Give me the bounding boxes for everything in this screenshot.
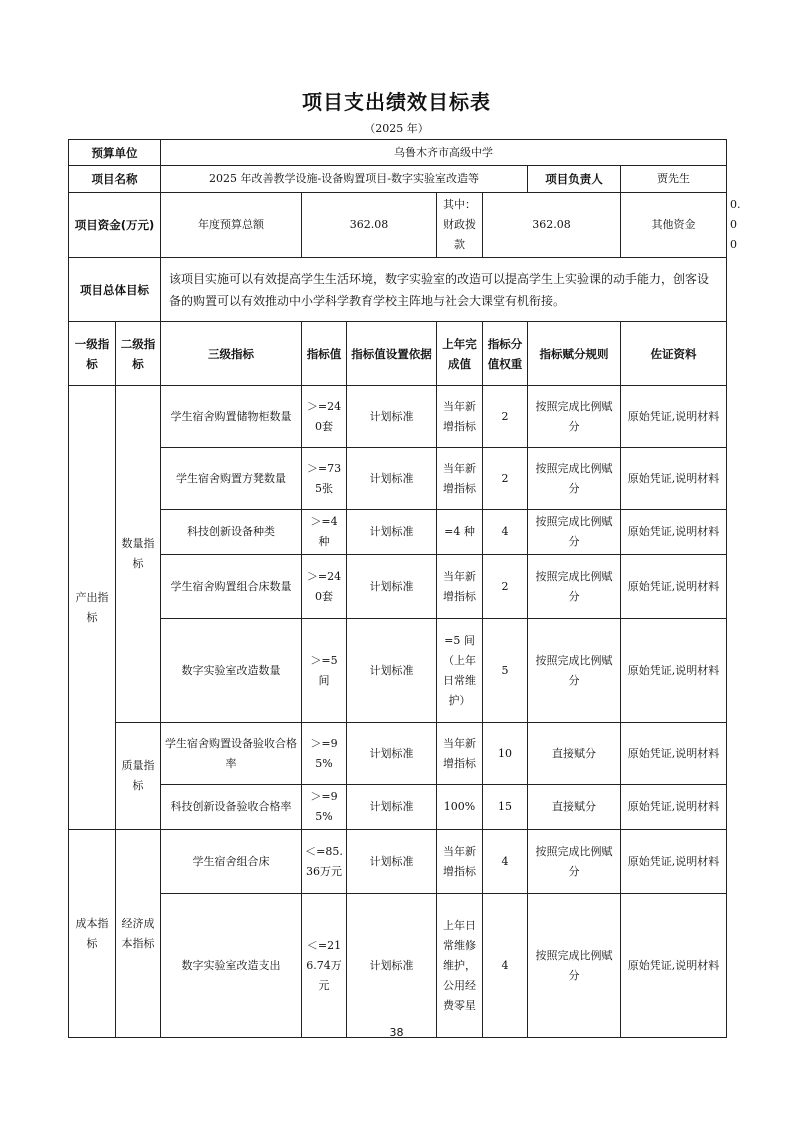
other-funds-label: 其他资金 (621, 193, 727, 258)
indicator-value: ＞=240套 (302, 555, 347, 619)
fiscal-alloc-label: 其中：财政拨款 (437, 193, 483, 258)
indicator-value: ＜=216.74万元 (302, 894, 347, 1038)
indicator-rule: 直接赋分 (528, 723, 621, 785)
budget-unit-value: 乌鲁木齐市高级中学 (161, 140, 727, 166)
indicator-evidence: 原始凭证,说明材料 (621, 510, 727, 555)
year-label: （2025 年） (364, 122, 429, 135)
indicator-name: 学生宿舍购置储物柜数量 (161, 386, 302, 448)
group-quantity: 数量指标 (116, 386, 161, 723)
indicator-value: ＞=95% (302, 785, 347, 830)
annual-budget-value: 362.08 (302, 193, 437, 258)
indicator-last: 100% (437, 785, 483, 830)
indicator-weight: 2 (483, 555, 528, 619)
indicator-basis: 计划标准 (347, 386, 437, 448)
indicator-evidence: 原始凭证,说明材料 (621, 785, 727, 830)
project-name-label: 项目名称 (69, 166, 161, 193)
indicator-weight: 2 (483, 386, 528, 448)
indicator-rule: 按照完成比例赋分 (528, 510, 621, 555)
group-quality: 质量指标 (116, 723, 161, 830)
header-level1: 一级指标 (69, 322, 116, 386)
indicator-evidence: 原始凭证,说明材料 (621, 723, 727, 785)
indicator-last: 当年新增指标 (437, 386, 483, 448)
header-evidence: 佐证资料 (621, 322, 727, 386)
indicator-value: ＞=240套 (302, 386, 347, 448)
indicator-basis: 计划标准 (347, 510, 437, 555)
project-name-value: 2025 年改善教学设施-设备购置项目-数字实验室改造等 (161, 166, 528, 193)
indicator-evidence: 原始凭证,说明材料 (621, 894, 727, 1038)
indicator-weight: 10 (483, 723, 528, 785)
overall-goal-label: 项目总体目标 (69, 258, 161, 322)
indicator-evidence: 原始凭证,说明材料 (621, 555, 727, 619)
fiscal-alloc-value: 362.08 (483, 193, 621, 258)
indicator-weight: 5 (483, 619, 528, 723)
indicator-rule: 直接赋分 (528, 785, 621, 830)
indicator-last: =4 种 (437, 510, 483, 555)
page-title: 项目支出绩效目标表 (302, 90, 491, 114)
indicator-rule: 按照完成比例赋分 (528, 386, 621, 448)
header-level2: 二级指标 (116, 322, 161, 386)
indicator-name: 科技创新设备种类 (161, 510, 302, 555)
indicator-evidence: 原始凭证,说明材料 (621, 386, 727, 448)
indicator-value: ＞=5间 (302, 619, 347, 723)
indicator-name: 学生宿舍组合床 (161, 830, 302, 894)
indicator-basis: 计划标准 (347, 619, 437, 723)
indicator-basis: 计划标准 (347, 894, 437, 1038)
header-rule: 指标赋分规则 (528, 322, 621, 386)
indicator-weight: 2 (483, 448, 528, 510)
performance-table: 预算单位 乌鲁木齐市高级中学 项目名称 2025 年改善教学设施-设备购置项目-数字实验室改造等 项目负责人 贾先生 项目资金(万元) 年度预算总额 362.08 其中：财政拨款 362.08 其他资金 0.00 项目总体目标 该项目实施可以有效提高学生生活环境，数字实验室的改造可以提高学生上实验课的动手能力，创客设备的购置可以有效推动中小学科学教育学校主阵地与社会大课堂有机衔接。 一级指标 二级指标 三级指标 指标值 指标值设置依据 上年完成值 指标分值权重 指标赋分规则 佐证资料 产出指标 数量指标 学生宿舍购置储物柜数量 ＞=240套 计划标准 当年新增指标 2 按照完成比例赋分 原始凭证,说明材料 学生宿舍购置方凳数量 ＞=735张 计划标准 当年新增指标 2 按照完成比例赋分 原始凭证,说明材料 科技创新设备种类 ＞=4种 计划标准 =4 种 4 按照完成比例赋分 原始凭证,说明材料 学生宿舍购置组合床数量 ＞=240套 计划标准 当年新增指标 2 按照完成比例赋分 原始凭证,说明材料 数字实验室改造数量 ＞=5间 计划标准 =5 间（上年日常维护） 5 按照完成比例赋分 原始凭证,说明材料 质量指标 学生宿舍购置设备验收合格率 ＞=95% 计划标准 当年新增指标 10 直接赋分 原始凭证,说明材料 科技创新设备验收合格率 ＞=95% 计划标准 100% 15 直接赋分 原始凭证,说明材料 成本指标 经济成本指标 学生宿舍组合床 ＜=85.36万元 计划标准 当年新增指标 4 按照完成比例赋分 原始凭证,说明材料 数字实验室改造支出 ＜=216.74万元 计划标准 上年日常维修维护，公用经费零星 4 按照完成比例赋分 原始凭证,说明材料 (68, 139, 727, 1038)
indicator-name: 数字实验室改造数量 (161, 619, 302, 723)
project-leader-label: 项目负责人 (528, 166, 621, 193)
indicator-basis: 计划标准 (347, 830, 437, 894)
indicator-rule: 按照完成比例赋分 (528, 894, 621, 1038)
budget-unit-label: 预算单位 (69, 140, 161, 166)
indicator-basis: 计划标准 (347, 723, 437, 785)
indicator-value: ＜=85.36万元 (302, 830, 347, 894)
indicator-rule: 按照完成比例赋分 (528, 448, 621, 510)
indicator-last: =5 间（上年日常维护） (437, 619, 483, 723)
indicator-weight: 4 (483, 830, 528, 894)
header-level3: 三级指标 (161, 322, 302, 386)
indicator-weight: 15 (483, 785, 528, 830)
indicator-name: 学生宿舍购置组合床数量 (161, 555, 302, 619)
indicator-evidence: 原始凭证,说明材料 (621, 448, 727, 510)
indicator-basis: 计划标准 (347, 555, 437, 619)
indicator-evidence: 原始凭证,说明材料 (621, 830, 727, 894)
indicator-weight: 4 (483, 894, 528, 1038)
indicator-rule: 按照完成比例赋分 (528, 830, 621, 894)
indicator-name: 学生宿舍购置方凳数量 (161, 448, 302, 510)
indicator-last: 当年新增指标 (437, 448, 483, 510)
indicator-value: ＞=4种 (302, 510, 347, 555)
header-basis: 指标值设置依据 (347, 322, 437, 386)
indicator-last: 当年新增指标 (437, 830, 483, 894)
overall-goal-text: 该项目实施可以有效提高学生生活环境，数字实验室的改造可以提高学生上实验课的动手能力，创客设备的购置可以有效推动中小学科学教育学校主阵地与社会大课堂有机衔接。 (161, 258, 727, 322)
indicator-evidence: 原始凭证,说明材料 (621, 619, 727, 723)
indicator-last: 当年新增指标 (437, 723, 483, 785)
project-funds-label: 项目资金(万元) (69, 193, 161, 258)
header-last-year: 上年完成值 (437, 322, 483, 386)
indicator-value: ＞=95% (302, 723, 347, 785)
indicator-weight: 4 (483, 510, 528, 555)
group-cost: 成本指标 (69, 830, 116, 1038)
page-number: 38 (389, 1026, 404, 1039)
annual-budget-label: 年度预算总额 (161, 193, 302, 258)
indicator-value: ＞=735张 (302, 448, 347, 510)
indicator-last: 当年新增指标 (437, 555, 483, 619)
indicator-rule: 按照完成比例赋分 (528, 555, 621, 619)
indicator-name: 学生宿舍购置设备验收合格率 (161, 723, 302, 785)
header-weight: 指标分值权重 (483, 322, 528, 386)
header-value: 指标值 (302, 322, 347, 386)
group-econ-cost: 经济成本指标 (116, 830, 161, 1038)
indicator-name: 科技创新设备验收合格率 (161, 785, 302, 830)
indicator-basis: 计划标准 (347, 785, 437, 830)
indicator-last: 上年日常维修维护，公用经费零星 (437, 894, 483, 1038)
group-output: 产出指标 (69, 386, 116, 830)
indicator-name: 数字实验室改造支出 (161, 894, 302, 1038)
indicator-rule: 按照完成比例赋分 (528, 619, 621, 723)
indicator-basis: 计划标准 (347, 448, 437, 510)
project-leader-value: 贾先生 (621, 166, 727, 193)
